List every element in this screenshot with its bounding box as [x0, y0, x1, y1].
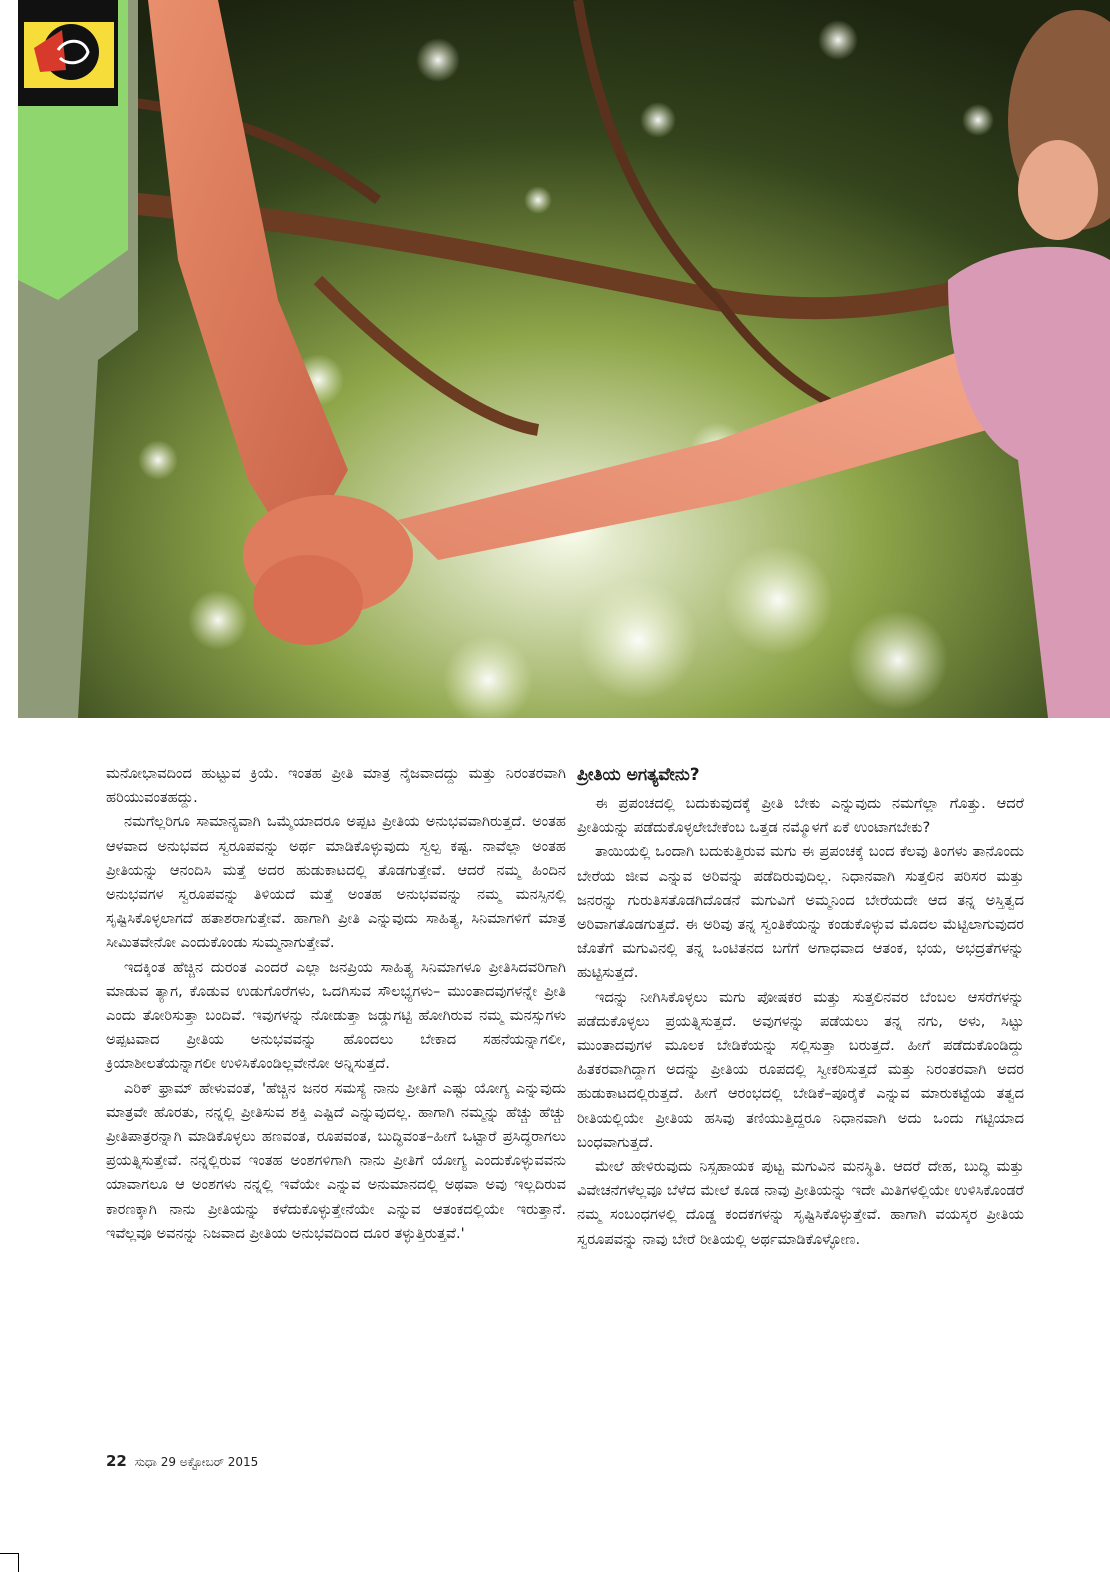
article-paragraph: ಎರಿಕ್ ಫ್ರಾಮ್ ಹೇಳುವಂತೆ, 'ಹೆಚ್ಚಿನ ಜನರ ಸಮಸ್ಯೆ ನಾನು ಪ್ರೀತಿಗೆ ಎಷ್ಟು ಯೋಗ್ಯ ಎನ್ನುವುದು ಮಾತ್ರವೇ ಹೊರತು, ನನ್ನಲ್ಲಿ ಪ್ರೀತಿಸುವ ಶಕ್ತಿ ಎಷ್ಟಿದೆ ಎನ್ನುವುದಲ್ಲ. ಹಾಗಾಗಿ ನಮ್ಮನ್ನು ಹೆಚ್ಚು ಹೆಚ್ಚು ಪ್ರೀತಿಪಾತ್ರರನ್ನಾಗಿ ಮಾಡಿಕೊಳ್ಳಲು ಹಣವಂತ, ರೂಪವಂತ, ಬುದ್ಧಿವಂತ–ಹೀಗೆ ಒಟ್ಟಾರೆ ಪ್ರಸಿದ್ಧರಾಗಲು ಪ್ರಯತ್ನಿಸುತ್ತೇವೆ. ನನ್ನಲ್ಲಿರುವ ಇಂತಹ ಅಂಶಗಳಿಗಾಗಿ ನಾನು ಪ್ರೀತಿಗೆ ಯೋಗ್ಯ ಎಂದುಕೊಳ್ಳುವವನು ಯಾವಾಗಲೂ ಆ ಅಂಶಗಳು ನನ್ನಲ್ಲಿ ಇವೆಯೇ ಎನ್ನುವ ಅನುಮಾನದಲ್ಲಿ ಅಥವಾ ಅವು ಇಲ್ಲದಿರುವ ಕಾರಣಕ್ಕಾಗಿ ನಾನು ಪ್ರೀತಿಯನ್ನು ಕಳೆದುಕೊಳ್ಳುತ್ತೇನೆಯೇ ಎನ್ನುವ ಆತಂಕದಲ್ಲಿಯೇ ಇರುತ್ತಾನೆ. ಇವೆಲ್ಲವೂ ಅವನನ್ನು ನಿಜವಾದ ಪ್ರೀತಿಯ ಅನುಭವದಿಂದ ದೂರ ತಳ್ಳುತ್ತಿರುತ್ತವೆ.' [106, 1079, 566, 1242]
page-number: 22 [106, 1452, 127, 1470]
hero-photo-holding-hands [18, 0, 1110, 718]
article-paragraph: ನಮಗೆಲ್ಲರಿಗೂ ಸಾಮಾನ್ಯವಾಗಿ ಒಮ್ಮೆಯಾದರೂ ಅಪ್ಪಟ ಪ್ರೀತಿಯ ಅನುಭವವಾಗಿರುತ್ತದೆ. ಅಂತಹ ಆಳವಾದ ಅನುಭವದ ಸ್ವರೂಪವನ್ನು ಅರ್ಥ ಮಾಡಿಕೊಳ್ಳುವುದು ಸ್ವಲ್ಪ ಕಷ್ಟ. ನಾವೆಲ್ಲಾ ಅಂತಹ ಪ್ರೀತಿಯನ್ನು ಆನಂದಿಸಿ ಮತ್ತೆ ಅದರ ಹುಡುಕಾಟದಲ್ಲಿ ತೊಡಗುತ್ತೇವೆ. ಆದರೆ ನಮ್ಮ ಹಿಂದಿನ ಅನುಭವಗಳ ಸ್ವರೂಪವನ್ನು ತಿಳಿಯದೆ ಮತ್ತೆ ಅಂತಹ ಅನುಭವವನ್ನು ನಮ್ಮ ಮನಸ್ಸಿನಲ್ಲಿ ಸೃಷ್ಟಿಸಿಕೊಳ್ಳಲಾಗದೆ ಹತಾಶರಾಗುತ್ತೇವೆ. ಹಾಗಾಗಿ ಪ್ರೀತಿ ಎನ್ನುವುದು ಸಾಹಿತ್ಯ, ಸಿನಿಮಾಗಳಿಗೆ ಮಾತ್ರ ಸೀಮಿತವೇನೋ ಎಂದುಕೊಂಡು ಸುಮ್ಮನಾಗುತ್ತೇವೆ. [106, 813, 566, 952]
article-paragraph: ಮೇಲೆ ಹೇಳಿರುವುದು ನಿಸ್ಸಹಾಯಕ ಪುಟ್ಟ ಮಗುವಿನ ಮನಸ್ಥಿತಿ. ಆದರೆ ದೇಹ, ಬುದ್ಧಿ ಮತ್ತು ವಿವೇಚನೆಗಳೆಲ್ಲವೂ ಬೆಳೆದ ಮೇಲೆ ಕೂಡ ನಾವು ಪ್ರೀತಿಯನ್ನು ಇದೇ ಮಿತಿಗಳಲ್ಲಿಯೇ ಉಳಿಸಿಕೊಂಡರೆ ನಮ್ಮ ಸಂಬಂಧಗಳಲ್ಲಿ ದೊಡ್ಡ ಕಂದಕಗಳನ್ನು ಸೃಷ್ಟಿಸಿಕೊಳ್ಳುತ್ತೇವೆ. ಹಾಗಾಗಿ ವಯಸ್ಕರ ಪ್ರೀತಿಯ ಸ್ವರೂಪವನ್ನು ನಾವು ಬೇರೆ ರೀತಿಯಲ್ಲಿ ಅರ್ಥಮಾಡಿಕೊಳ್ಳೋಣ. [577, 1158, 1024, 1248]
article-paragraph: ಇದಕ್ಕಿಂತ ಹೆಚ್ಚಿನ ದುರಂತ ಎಂದರೆ ಎಲ್ಲಾ ಜನಪ್ರಿಯ ಸಾಹಿತ್ಯ ಸಿನಿಮಾಗಳೂ ಪ್ರೀತಿಸಿದವರಿಗಾಗಿ ಮಾಡುವ ತ್ಯಾಗ, ಕೊಡುವ ಉಡುಗೊರೆಗಳು, ಒದಗಿಸುವ ಸೌಲಭ್ಯಗಳು– ಮುಂತಾದವುಗಳನ್ನೇ ಪ್ರೀತಿ ಎಂದು ತೋರಿಸುತ್ತಾ ಬಂದಿವೆ. ಇವುಗಳನ್ನು ನೋಡುತ್ತಾ ಜಡ್ಡುಗಟ್ಟಿ ಹೋಗಿರುವ ನಮ್ಮ ಮನಸ್ಸುಗಳು ಅಪ್ಪಟವಾದ ಪ್ರೀತಿಯ ಅನುಭವವನ್ನು ಹೊಂದಲು ಬೇಕಾದ ಸಹನೆಯನ್ನಾಗಲೀ, ಕ್ರಿಯಾಶೀಲತೆಯನ್ನಾಗಲೀ ಉಳಿಸಿಕೊಂಡಿಲ್ಲವೇನೋ ಅನ್ನಿಸುತ್ತದೆ. [106, 958, 566, 1073]
article-paragraph: ಇದನ್ನು ನೀಗಿಸಿಕೊಳ್ಳಲು ಮಗು ಪೋಷಕರ ಮತ್ತು ಸುತ್ತಲಿನವರ ಬೆಂಬಲ ಆಸರೆಗಳನ್ನು ಪಡೆದುಕೊಳ್ಳಲು ಪ್ರಯತ್ನಿಸುತ್ತದೆ. ಅವುಗಳನ್ನು ಪಡೆಯಲು ತನ್ನ ನಗು, ಅಳು, ಸಿಟ್ಟು ಮುಂತಾದವುಗಳ ಮೂಲಕ ಬೇಡಿಕೆಯನ್ನು ಸಲ್ಲಿಸುತ್ತಾ ಬರುತ್ತದೆ. ಹೀಗೆ ಪಡೆದುಕೊಂಡಿದ್ದು ಹಿತಕರವಾಗಿದ್ದಾಗ ಅದನ್ನು ಪ್ರೀತಿಯ ರೂಪದಲ್ಲಿ ಸ್ವೀಕರಿಸುತ್ತದೆ ಮತ್ತು ನಿರಂತರವಾಗಿ ಅದರ ಹುಡುಕಾಟದಲ್ಲಿರುತ್ತದೆ. ಹೀಗೆ ಆರಂಭದಲ್ಲಿ ಬೇಡಿಕೆ–ಪೂರೈಕೆ ಎನ್ನುವ ಮಾರುಕಟ್ಟೆಯ ತತ್ವದ ರೀತಿಯಲ್ಲಿಯೇ ಪ್ರೀತಿಯ ಹಸಿವು ತಣಿಯುತ್ತಿದ್ದರೂ ನಿಧಾನವಾಗಿ ಅದು ಒಂದು ಗಟ್ಟಿಯಾದ ಬಂಧವಾಗುತ್ತದೆ. [577, 988, 1024, 1151]
article-paragraph: ಮನೋಭಾವದಿಂದ ಹುಟ್ಟುವ ಕ್ರಿಯೆ. ಇಂತಹ ಪ್ರೀತಿ ಮಾತ್ರ ನೈಜವಾದದ್ದು ಮತ್ತು ನಿರಂತರವಾಗಿ ಹರಿಯುವಂತಹದ್ದು. [106, 765, 566, 807]
section-heading: ಪ್ರೀತಿಯ ಅಗತ್ಯವೇನು? [577, 765, 700, 785]
page-footer [106, 1452, 258, 1470]
magazine-logo [18, 0, 118, 106]
crop-mark [0, 1553, 19, 1572]
magazine-name: ಸುಧಾ [134, 1455, 157, 1469]
article-paragraph: ಈ ಪ್ರಪಂಚದಲ್ಲಿ ಬದುಕುವುದಕ್ಕೆ ಪ್ರೀತಿ ಬೇಕು ಎನ್ನುವುದು ನಮಗೆಲ್ಲಾ ಗೊತ್ತು. ಆದರೆ ಪ್ರೀತಿಯನ್ನು ಪಡೆದುಕೊಳ್ಳಲೇಬೇಕೆಂಬ ಒತ್ತಡ ನಮ್ಮೊಳಗೆ ಏಕೆ ಉಂಟಾಗಬೇಕು? [577, 795, 1024, 837]
article-paragraph: ತಾಯಿಯಲ್ಲಿ ಒಂದಾಗಿ ಬದುಕುತ್ತಿರುವ ಮಗು ಈ ಪ್ರಪಂಚಕ್ಕೆ ಬಂದ ಕೆಲವು ತಿಂಗಳು ತಾನೊಂದು ಬೇರೆಯ ಜೀವ ಎನ್ನುವ ಅರಿವನ್ನು ಪಡೆದಿರುವುದಿಲ್ಲ. ನಿಧಾನವಾಗಿ ಸುತ್ತಲಿನ ಪರಿಸರ ಮತ್ತು ಜನರನ್ನು ಗುರುತಿಸತೊಡಗಿದೊಡನೆ ಮಗುವಿಗೆ ಅಮ್ಮನಿಂದ ಬೇರೆಯದೇ ಆದ ತನ್ನ ಅಸ್ತಿತ್ವದ ಅರಿವಾಗತೊಡಗುತ್ತದೆ. ಈ ಅರಿವು ತನ್ನ ಸ್ವಂತಿಕೆಯನ್ನು ಕಂಡುಕೊಳ್ಳುವ ಮೊದಲ ಮೆಟ್ಟಿಲಾಗುವುದರ ಜೊತೆಗೆ ಮಗುವಿನಲ್ಲಿ ತನ್ನ ಒಂಟಿತನದ ಬಗೆಗೆ ಅಗಾಧವಾದ ಆತಂಕ, ಭಯ, ಅಭದ್ರತೆಗಳನ್ನು ಹುಟ್ಟಿಸುತ್ತದೆ. [577, 843, 1024, 982]
article-right-column [577, 762, 1024, 1252]
article-left-column [106, 762, 566, 1246]
issue-date: 29 ಅಕ್ಟೋಬರ್ 2015 [160, 1455, 259, 1469]
